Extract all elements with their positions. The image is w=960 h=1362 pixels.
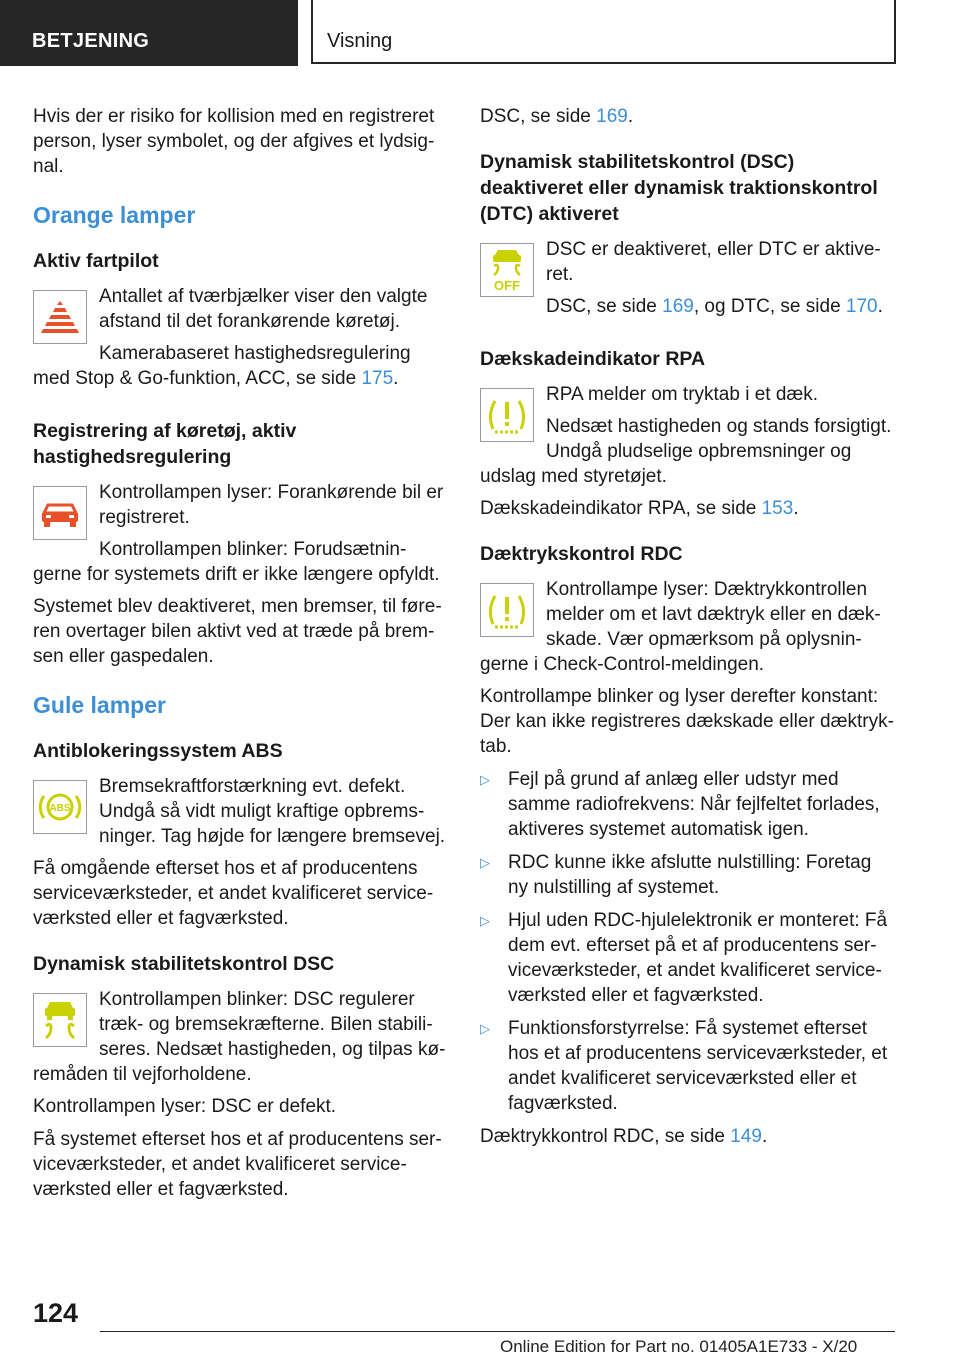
rdc-text-1: Kontrollampe lyser: Dæktrykkontrollen melder om et lavt dæktryk eller en dækskade. Vær opmærksom på oplysningerne i Check-Control-meldingen.: [480, 579, 881, 675]
dscoff-text-2: DSC, se side 169, og DTC, se side 170.: [546, 296, 883, 317]
footer-divider: [100, 1331, 895, 1332]
rpa-text-1: RPA melder om tryktab i et dæk.: [546, 384, 819, 405]
triangle-bullet-icon: ▷: [480, 855, 490, 870]
page-ref-link[interactable]: 169: [596, 106, 628, 127]
rdc-ref-paragraph: Dæktrykkontrol RDC, se side 149.: [480, 1126, 768, 1147]
list-item: [480, 1016, 895, 1116]
page-ref-link[interactable]: 175: [361, 368, 394, 389]
list-item: [480, 850, 895, 900]
subheading-rpa: Dækskadeindikator RPA: [480, 348, 706, 370]
list-item-text: Hjul uden RDC-hjulelektronik er monteret: Få dem evt. efterset på et af producentens serviceværksteder, et andet kvalificeret serviceværksted eller et fagværksted.: [508, 910, 888, 1006]
subheading-abs: Antiblokeringssystem ABS: [33, 740, 283, 762]
intro-paragraph: Hvis der er risiko for kollision med en registreret person, lyser symbolet, og der afgives et lydsignal.: [33, 106, 435, 177]
triangle-bullet-icon: ▷: [480, 913, 490, 928]
rpa-text-2: Nedsæt hastigheden og stands forsigtigt. Undgå pludselige opbremsninger og udslag med styretøjet.: [480, 416, 892, 487]
section-heading-yellow: Gule lamper: [33, 692, 166, 718]
dsc-text-2: Kontrollampen lyser: DSC er defekt.: [33, 1096, 337, 1117]
reg-text-1: Kontrollampen lyser: Forankørende bil er registreret.: [99, 482, 444, 528]
aktiv-text-2-pre: Kamerabaseret hastighedsregulering med Stop & Go-funktion, ACC, se side: [33, 343, 411, 389]
car-front-icon: [33, 486, 87, 540]
triangle-bullet-icon: ▷: [480, 1021, 490, 1036]
dsc-ref-pre: DSC, se side: [480, 106, 597, 127]
page-number: 124: [33, 1298, 79, 1328]
reg-text-3: Systemet blev deaktiveret, men bremser, til føreren overtager bilen aktivt ved at træde på bremsen eller gaspedalen.: [33, 596, 442, 667]
list-item: [480, 908, 895, 1008]
rpa-ref-pre: Dækskadeindikator RPA, se side: [480, 498, 762, 519]
rdc-bullet-list: [480, 767, 895, 1116]
list-item-text: RDC kunne ikke afslutte nulstilling: Foretag ny nulstilling af systemet.: [508, 852, 872, 898]
warning-block-registrering: [33, 480, 448, 594]
subheading-registrering: Registrering af køretøj, aktiv hastighedsregulering: [33, 420, 297, 468]
chapter-tab: Visning: [311, 0, 896, 64]
dscoff-text-1: DSC er deaktiveret, eller DTC er aktiveret.: [546, 239, 881, 285]
edition-footer: Online Edition for Part no. 01405A1E733 - X/20: [500, 1337, 858, 1356]
skidding-car-icon: [33, 993, 87, 1047]
distance-bars-icon: [33, 290, 87, 344]
dsc-off-icon: [480, 243, 534, 297]
right-column: [480, 104, 895, 1157]
dscoff-text-2-pre: DSC, se side: [546, 296, 663, 317]
warning-block-abs: [33, 774, 448, 856]
reg-text-2: Kontrollampen blinker: Forudsætningerne for systemets drift er ikke længere opfyldt.: [33, 539, 440, 585]
subheading-dsc-off: Dynamisk stabilitetskontrol (DSC) deaktiveret eller dynamisk traktionskontrol (DTC) aktiveret: [480, 151, 878, 225]
dsc-text-1: Kontrollampen blinker: DSC regulerer træk- og bremsekræfterne. Bilen stabiliseres. Nedsæt hastigheden, og tilpas køremåden til vejforholdene.: [33, 989, 446, 1085]
left-column: [33, 104, 448, 1210]
svg-text:ABS: ABS: [49, 803, 71, 814]
warning-block-rdc: [480, 577, 895, 684]
rdc-ref-pre: Dæktrykkontrol RDC, se side: [480, 1126, 731, 1147]
triangle-bullet-icon: ▷: [480, 772, 490, 787]
dsc-ref-paragraph: DSC, se side 169.: [480, 106, 634, 127]
svg-text:OFF: OFF: [494, 278, 520, 293]
warning-block-dsc: [33, 987, 448, 1094]
abs-text-1: Bremsekraftforstærkning evt. defekt. Undgå så vidt muligt kraftige opbremsninger. Tag højde for længere bremsevej.: [99, 776, 446, 847]
page-ref-link[interactable]: 149: [730, 1126, 762, 1147]
list-item-text: Funktionsforstyrrelse: Få systemet efterset hos et af producentens serviceværksteder, et andet kvalificeret serviceværksted eller et fagværksted.: [508, 1018, 888, 1114]
list-item-text: Fejl på grund af anlæg eller udstyr med samme radiofrekvens: Når fejlfeltet forlades, aktiveres systemet automatisk igen.: [508, 769, 880, 840]
aktiv-text-1: Antallet af tværbjælker viser den valgte afstand til det forankørende køretøj.: [99, 286, 428, 332]
subheading-dsc: Dynamisk stabilitetskontrol DSC: [33, 953, 335, 975]
aktiv-text-2: Kamerabaseret hastighedsregulering med Stop & Go-funktion, ACC, se side 175.: [33, 343, 411, 389]
page-ref-link[interactable]: 169: [662, 296, 694, 317]
subheading-rdc: Dæktrykskontrol RDC: [480, 543, 683, 565]
tire-warning-icon: [480, 388, 534, 442]
rdc-text-2: Kontrollampe blinker og lyser derefter konstant: Der kan ikke registreres dækskade eller dæktryktab.: [480, 686, 894, 757]
abs-text-2: Få omgående efterset hos et af producentens serviceværksteder, et andet kvalificeret serviceværksted eller et fagværksted.: [33, 858, 434, 929]
page-ref-link[interactable]: 153: [761, 498, 794, 519]
abs-icon: [33, 780, 87, 834]
page-ref-link[interactable]: 170: [845, 296, 878, 317]
subheading-aktiv-fartpilot: Aktiv fartpilot: [33, 250, 159, 272]
tire-pressure-icon: [480, 583, 534, 637]
warning-block-acc: [33, 284, 448, 398]
rpa-ref-paragraph: Dækskadeindikator RPA, se side 153.: [480, 498, 799, 519]
dscoff-text-2-mid: , og DTC, se side: [693, 296, 846, 317]
warning-block-dsc-off: [480, 237, 895, 326]
section-heading-orange: Orange lamper: [33, 202, 196, 228]
section-tab: BETJENING: [0, 0, 298, 66]
dsc-text-3: Få systemet efterset hos et af producentens serviceværksteder, et andet kvalificeret serviceværksted eller et fagværksted.: [33, 1129, 442, 1200]
list-item: [480, 767, 895, 842]
warning-block-rpa: [480, 382, 895, 496]
page-header: [0, 0, 960, 66]
